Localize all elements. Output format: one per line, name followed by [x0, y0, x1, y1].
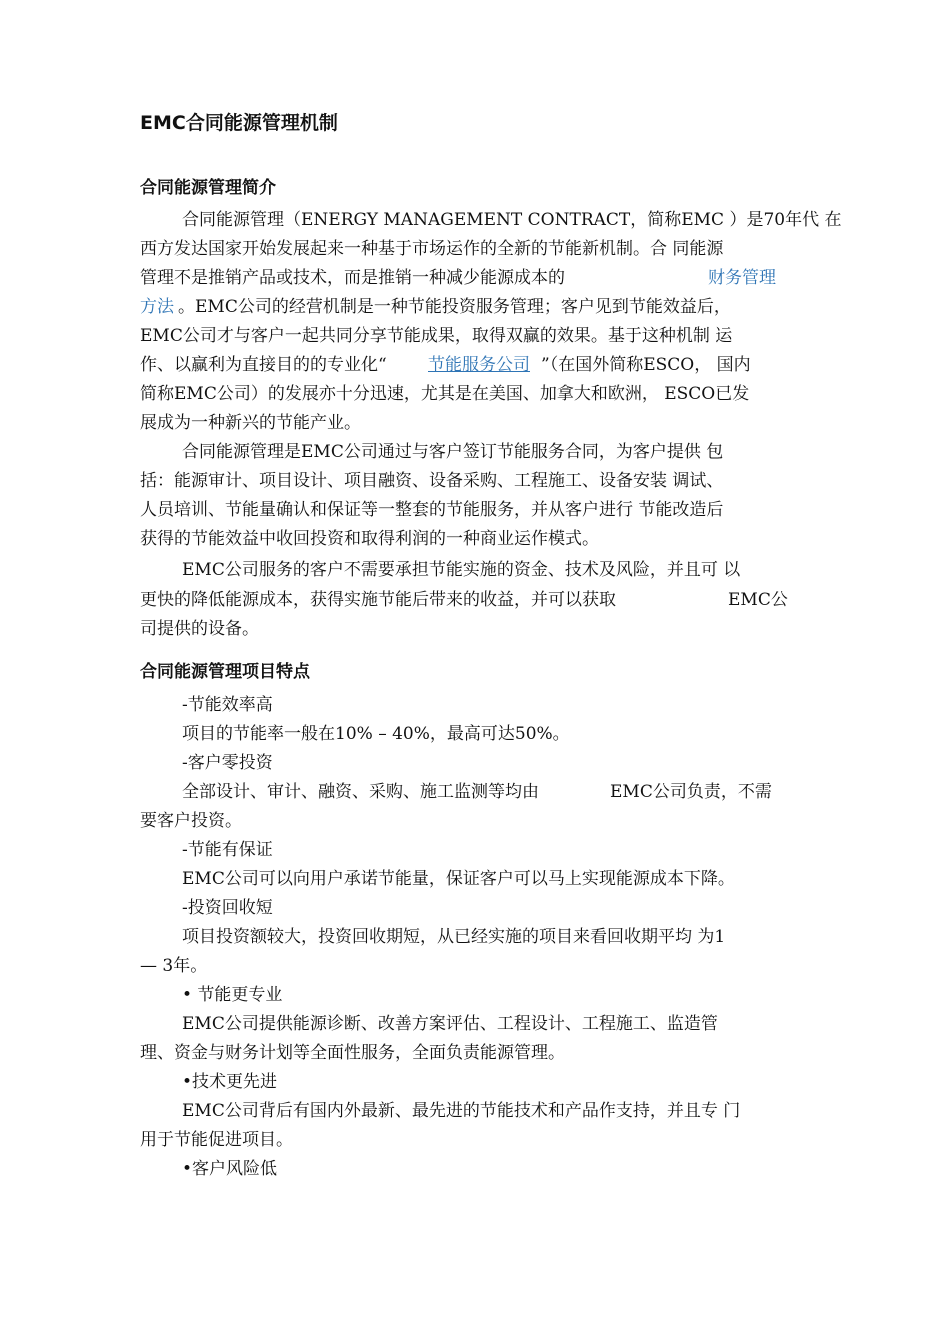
feature-text: EMC公司背后有国内外最新、最先进的节能技术和产品作支持，并且专 门 — [182, 1101, 741, 1121]
finance-management-link[interactable]: 财务管理 — [708, 268, 776, 288]
paragraph-line: 作、以赢利为直接目的的专业化“ — [140, 355, 387, 375]
feature-text: 项目的节能率一般在10% – 40%，最高可达50%。 — [182, 724, 570, 744]
section-heading-intro: 合同能源管理简介 — [140, 178, 276, 198]
feature-text: 用于节能促进项目。 — [140, 1130, 293, 1150]
paragraph-line: 展成为一种新兴的节能产业。 — [140, 413, 361, 433]
paragraph-line: 更快的降低能源成本，获得实施节能后带来的收益，并可以获取 — [140, 590, 616, 610]
paragraph-line: 。EMC公司的经营机制是一种节能投资服务管理；客户见到节能效益后， — [178, 297, 731, 317]
paragraph-line: 简称EMC公司）的发展亦十分迅速，尤其是在美国、加拿大和欧洲， ESCO已发 — [140, 384, 750, 404]
paragraph-line: 人员培训、节能量确认和保证等一整套的节能服务，并从客户进行 节能改造后 — [140, 500, 724, 520]
energy-service-company-link[interactable]: 节能服务公司 — [428, 355, 530, 375]
paragraph-line: EMC公 — [728, 590, 788, 610]
feature-text: EMC公司提供能源诊断、改善方案评估、工程设计、工程施工、监造管 — [182, 1014, 718, 1034]
feature-title: -节能有保证 — [182, 840, 273, 860]
paragraph-line: 合同能源管理（ENERGY MANAGEMENT CONTRACT，简称EMC ）是70年代 在 — [182, 210, 842, 230]
paragraph-line: EMC公司服务的客户不需要承担节能实施的资金、技术及风险，并且可 以 — [182, 560, 741, 580]
paragraph-line: ”（在国外简称ESCO， 国内 — [541, 355, 751, 375]
paragraph-line: 合同能源管理是EMC公司通过与客户签订节能服务合同，为客户提供 包 — [182, 442, 724, 462]
feature-text: 理、资金与财务计划等全面性服务，全面负责能源管理。 — [140, 1043, 565, 1063]
paragraph-line: 括：能源审计、项目设计、项目融资、设备采购、工程施工、设备安装 调试、 — [140, 471, 724, 491]
document-title: EMC合同能源管理机制 — [140, 112, 338, 134]
feature-title: -投资回收短 — [182, 898, 273, 918]
finance-management-link-continued[interactable]: 方法 — [140, 297, 174, 317]
feature-text: 要客户投资。 — [140, 811, 242, 831]
feature-text: EMC公司可以向用户承诺节能量，保证客户可以马上实现能源成本下降。 — [182, 869, 735, 889]
feature-text: 项目投资额较大，投资回收期短，从已经实施的项目来看回收期平均 为1 — [182, 927, 726, 947]
feature-text: — 3年。 — [140, 956, 208, 976]
feature-title: •客户风险低 — [182, 1159, 278, 1179]
paragraph-line: 西方发达国家开始发展起来一种基于市场运作的全新的节能新机制。合 同能源 — [140, 239, 724, 259]
feature-title: -客户零投资 — [182, 753, 273, 773]
feature-title: • 节能更专业 — [182, 985, 283, 1005]
paragraph-line: EMC公司才与客户一起共同分享节能成果，取得双赢的效果。基于这种机制 运 — [140, 326, 733, 346]
section-heading-features: 合同能源管理项目特点 — [140, 662, 310, 682]
feature-text: EMC公司负责，不需 — [610, 782, 772, 802]
feature-title: -节能效率高 — [182, 695, 273, 715]
feature-text: 全部设计、审计、融资、采购、施工监测等均由 — [182, 782, 539, 802]
paragraph-line: 司提供的设备。 — [140, 619, 259, 639]
paragraph-line: 管理不是推销产品或技术，而是推销一种减少能源成本的 — [140, 268, 565, 288]
feature-title: •技术更先进 — [182, 1072, 278, 1092]
paragraph-line: 获得的节能效益中收回投资和取得利润的一种商业运作模式。 — [140, 529, 599, 549]
